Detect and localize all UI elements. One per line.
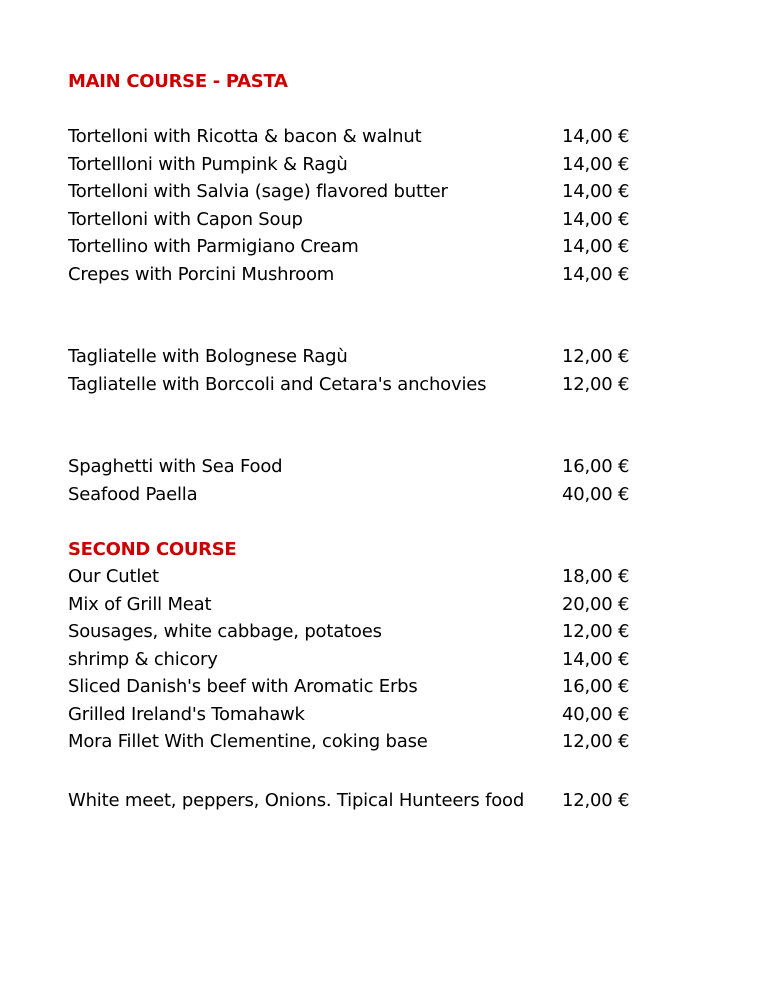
menu-item — [0, 648, 765, 672]
menu-item — [0, 620, 765, 644]
menu-item — [0, 153, 765, 177]
section-heading-second-course: SECOND COURSE — [68, 539, 237, 560]
item-name: Crepes with Porcini Mushroom — [68, 264, 335, 285]
item-name: Tortelloni with Salvia (sage) flavored butter — [68, 181, 448, 202]
item-name: White meet, peppers, Onions. Tipical Hunteers food — [68, 790, 525, 811]
menu-item — [0, 208, 765, 232]
menu-item — [0, 345, 765, 369]
item-price: 14,00 € — [562, 264, 630, 285]
menu-item — [0, 125, 765, 149]
item-name: Tortelloni with Capon Soup — [68, 209, 303, 230]
item-price: 14,00 € — [562, 181, 630, 202]
item-price: 20,00 € — [562, 594, 630, 615]
menu-item — [0, 263, 765, 287]
item-name: Spaghetti with Sea Food — [68, 456, 283, 477]
menu-item — [0, 703, 765, 727]
item-price: 14,00 € — [562, 649, 630, 670]
item-name: Tortellino with Parmigiano Cream — [68, 236, 359, 257]
item-name: Tortellloni with Pumpink & Ragù — [68, 154, 348, 175]
item-price: 12,00 € — [562, 346, 630, 367]
item-name: Mix of Grill Meat — [68, 594, 212, 615]
menu-item — [0, 373, 765, 397]
item-price: 12,00 € — [562, 374, 630, 395]
item-name: Tagliatelle with Borccoli and Cetara's anchovies — [68, 374, 487, 395]
item-name: Tagliatelle with Bolognese Ragù — [68, 346, 348, 367]
menu-item — [0, 675, 765, 699]
item-price: 14,00 € — [562, 209, 630, 230]
item-price: 16,00 € — [562, 676, 630, 697]
item-name: Our Cutlet — [68, 566, 159, 587]
menu-item — [0, 593, 765, 617]
item-price: 40,00 € — [562, 704, 630, 725]
item-name: Sousages, white cabbage, potatoes — [68, 621, 382, 642]
menu-item — [0, 483, 765, 507]
item-name: shrimp & chicory — [68, 649, 218, 670]
item-price: 16,00 € — [562, 456, 630, 477]
menu-item — [0, 235, 765, 259]
menu-item — [0, 180, 765, 204]
menu-item — [0, 565, 765, 589]
menu-item — [0, 789, 765, 813]
section-heading-main-course: MAIN COURSE - PASTA — [68, 71, 288, 92]
item-name: Tortelloni with Ricotta & bacon & walnut — [68, 126, 422, 147]
item-name: Grilled Ireland's Tomahawk — [68, 704, 305, 725]
menu-item — [0, 455, 765, 479]
item-name: Mora Fillet With Clementine, coking base — [68, 731, 428, 752]
item-price: 18,00 € — [562, 566, 630, 587]
item-price: 12,00 € — [562, 621, 630, 642]
item-price: 12,00 € — [562, 790, 630, 811]
item-price: 14,00 € — [562, 154, 630, 175]
item-price: 14,00 € — [562, 126, 630, 147]
item-price: 40,00 € — [562, 484, 630, 505]
menu-item — [0, 730, 765, 754]
item-price: 14,00 € — [562, 236, 630, 257]
item-name: Sliced Danish's beef with Aromatic Erbs — [68, 676, 418, 697]
item-name: Seafood Paella — [68, 484, 198, 505]
item-price: 12,00 € — [562, 731, 630, 752]
